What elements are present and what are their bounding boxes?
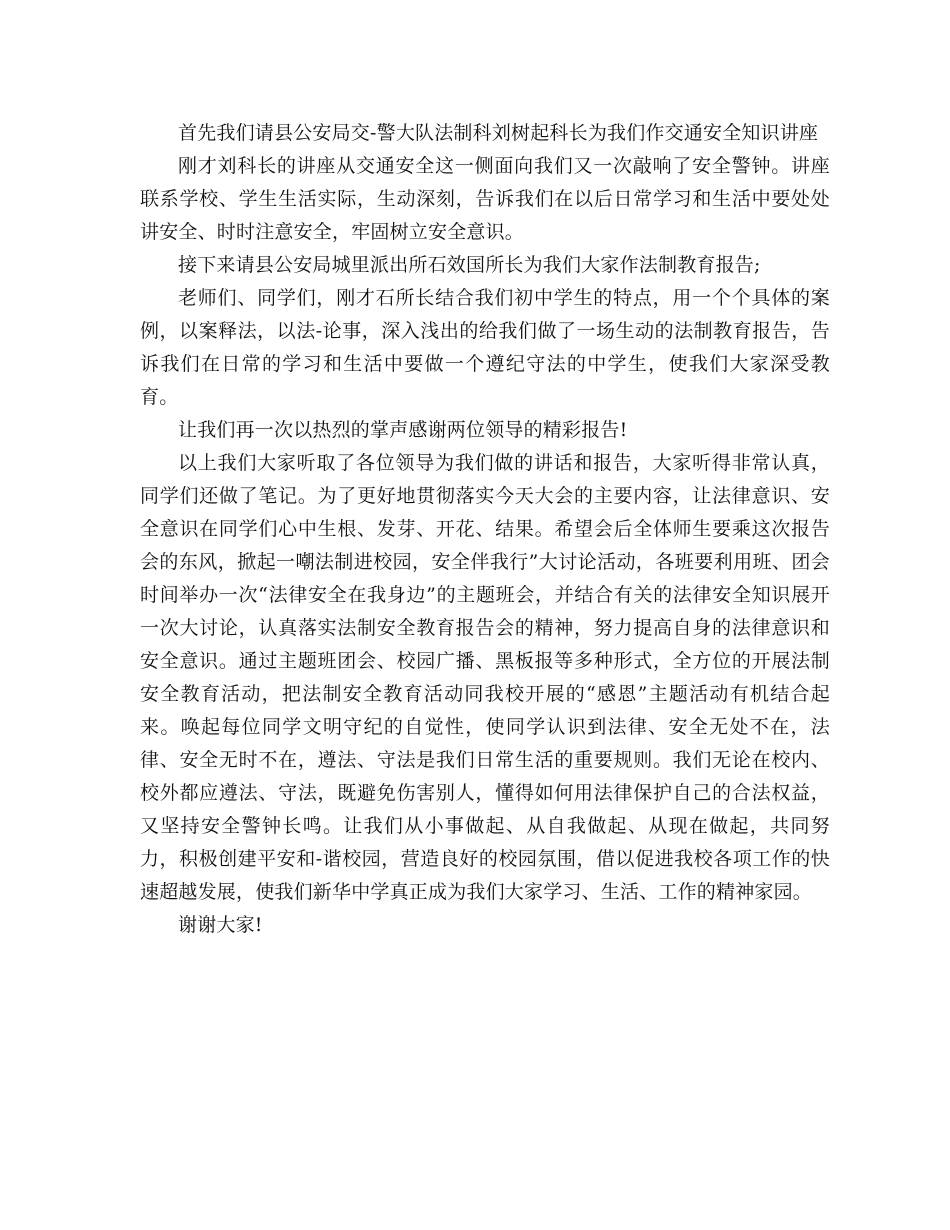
paragraph-lecture-summary: 刚才刘科长的讲座从交通安全这一侧面向我们又一次敲响了安全警钟。讲座联系学校、学生生活实际，生动深刻，告诉我们在以后日常学习和生活中要处处讲安全、时时注意安全，牢固树立安全意识。	[140, 155, 830, 243]
document-body	[140, 117, 830, 942]
paragraph-report-summary: 老师们、同学们，刚才石所长结合我们初中学生的特点，用一个个具体的案例，以案释法，以法-论事，深入浅出的给我们做了一场生动的法制教育报告，告诉我们在日常的学习和生活中要做一个遵纪守法的中学生，使我们大家深受教育。	[140, 287, 830, 408]
paragraph-applause: 让我们再一次以热烈的掌声感谢两位领导的精彩报告!	[178, 419, 628, 441]
paragraph-lecture-intro: 首先我们请县公安局交-警大队法制科刘树起科长为我们作交通安全知识讲座	[178, 122, 819, 144]
paragraph-report-intro: 接下来请县公安局城里派出所石效国所长为我们大家作法制教育报告;	[178, 254, 761, 276]
paragraph-closing-remarks: 以上我们大家听取了各位领导为我们做的讲话和报告，大家听得非常认真，同学们还做了笔记。为了更好地贯彻落实今天大会的主要内容，让法律意识、安全意识在同学们心中生根、发芽、开花、结果。希望会后全体师生要乘这次报告会的东风，掀起一嘲法制进校园，安全伴我行”大讨论活动，各班要利用班、团会时间举办一次“法律安全在我身边”的主题班会，并结合有关的法律安全知识展开一次大讨论，认真落实法制安全教育报告会的精神，努力提高自身的法律意识和安全意识。通过主题班团会、校园广播、黑板报等多种形式，全方位的开展法制安全教育活动，把法制安全教育活动同我校开展的“感恩”主题活动有机结合起来。唤起每位同学文明守纪的自觉性，使同学认识到法律、安全无处不在，法律、安全无时不在，遵法、守法是我们日常生活的重要规则。我们无论在校内、校外都应遵法、守法，既避免伤害别人，懂得如何用法律保护自己的合法权益，又坚持安全警钟长鸣。让我们从小事做起、从自我做起、从现在做起，共同努力，积极创建平安和-谐校园，营造良好的校园氛围，借以促进我校各项工作的快速超越发展，使我们新华中学真正成为我们大家学习、生活、工作的精神家园。	[140, 452, 830, 903]
paragraph-thanks: 谢谢大家!	[178, 914, 263, 936]
